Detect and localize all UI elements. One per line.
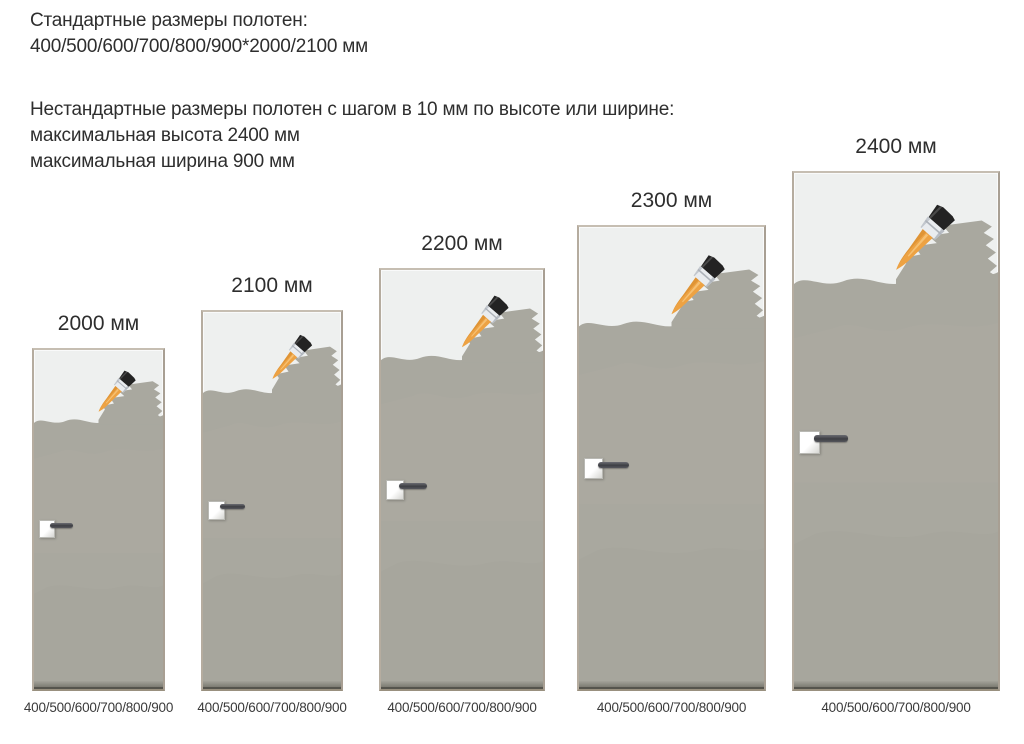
handle-lever (598, 462, 629, 468)
door-height-label: 2200 мм (421, 232, 503, 255)
door-panel-illustration (379, 268, 545, 691)
handle-lever (399, 483, 427, 489)
door-bottom-edge (203, 681, 341, 689)
door-variant-2000 (23, 312, 174, 716)
door-height-label: 2400 мм (855, 135, 937, 158)
door-variant-2100 (197, 274, 347, 716)
door-width-label: 400/500/600/700/800/900 (387, 700, 537, 715)
door-height-label: 2000 мм (57, 312, 140, 335)
door-width-label: 400/500/600/700/800/900 (821, 700, 971, 715)
header-text-block (30, 8, 674, 175)
handle-lever (814, 435, 848, 442)
handle-lever (50, 523, 73, 528)
door-variant-2300 (577, 189, 766, 716)
door-height-label: 2300 мм (630, 189, 713, 212)
door-bottom-edge (579, 681, 764, 689)
standard-sizes-title: Стандартные размеры полотен: (30, 10, 308, 31)
door-panel-illustration (792, 171, 1000, 691)
door-bottom-edge (794, 681, 998, 689)
door-width-label: 400/500/600/700/800/900 (197, 700, 347, 715)
standard-sizes-values: 400/500/600/700/800/900*2000/2100 мм (30, 36, 369, 57)
door-bottom-edge (34, 681, 163, 689)
door-width-label: 400/500/600/700/800/900 (596, 700, 747, 715)
door-bottom-edge (381, 681, 543, 689)
door-width-label: 400/500/600/700/800/900 (23, 700, 174, 715)
max-height-line: максимальная высота 2400 мм (30, 125, 300, 146)
door-panel-illustration (577, 225, 766, 691)
door-panel-illustration (201, 310, 343, 691)
door-variant-2200 (379, 232, 545, 716)
nonstandard-sizes-paragraph (30, 97, 674, 175)
standard-sizes-paragraph (30, 8, 674, 60)
door-panel-illustration (32, 348, 165, 691)
handle-lever (220, 504, 245, 509)
max-width-line: максимальная ширина 900 мм (30, 151, 295, 172)
nonstandard-sizes-title: Нестандартные размеры полотен с шагом в 10 мм по высоте или ширине: (30, 99, 675, 120)
door-variant-2400 (792, 135, 1000, 716)
door-height-label: 2100 мм (231, 274, 313, 297)
